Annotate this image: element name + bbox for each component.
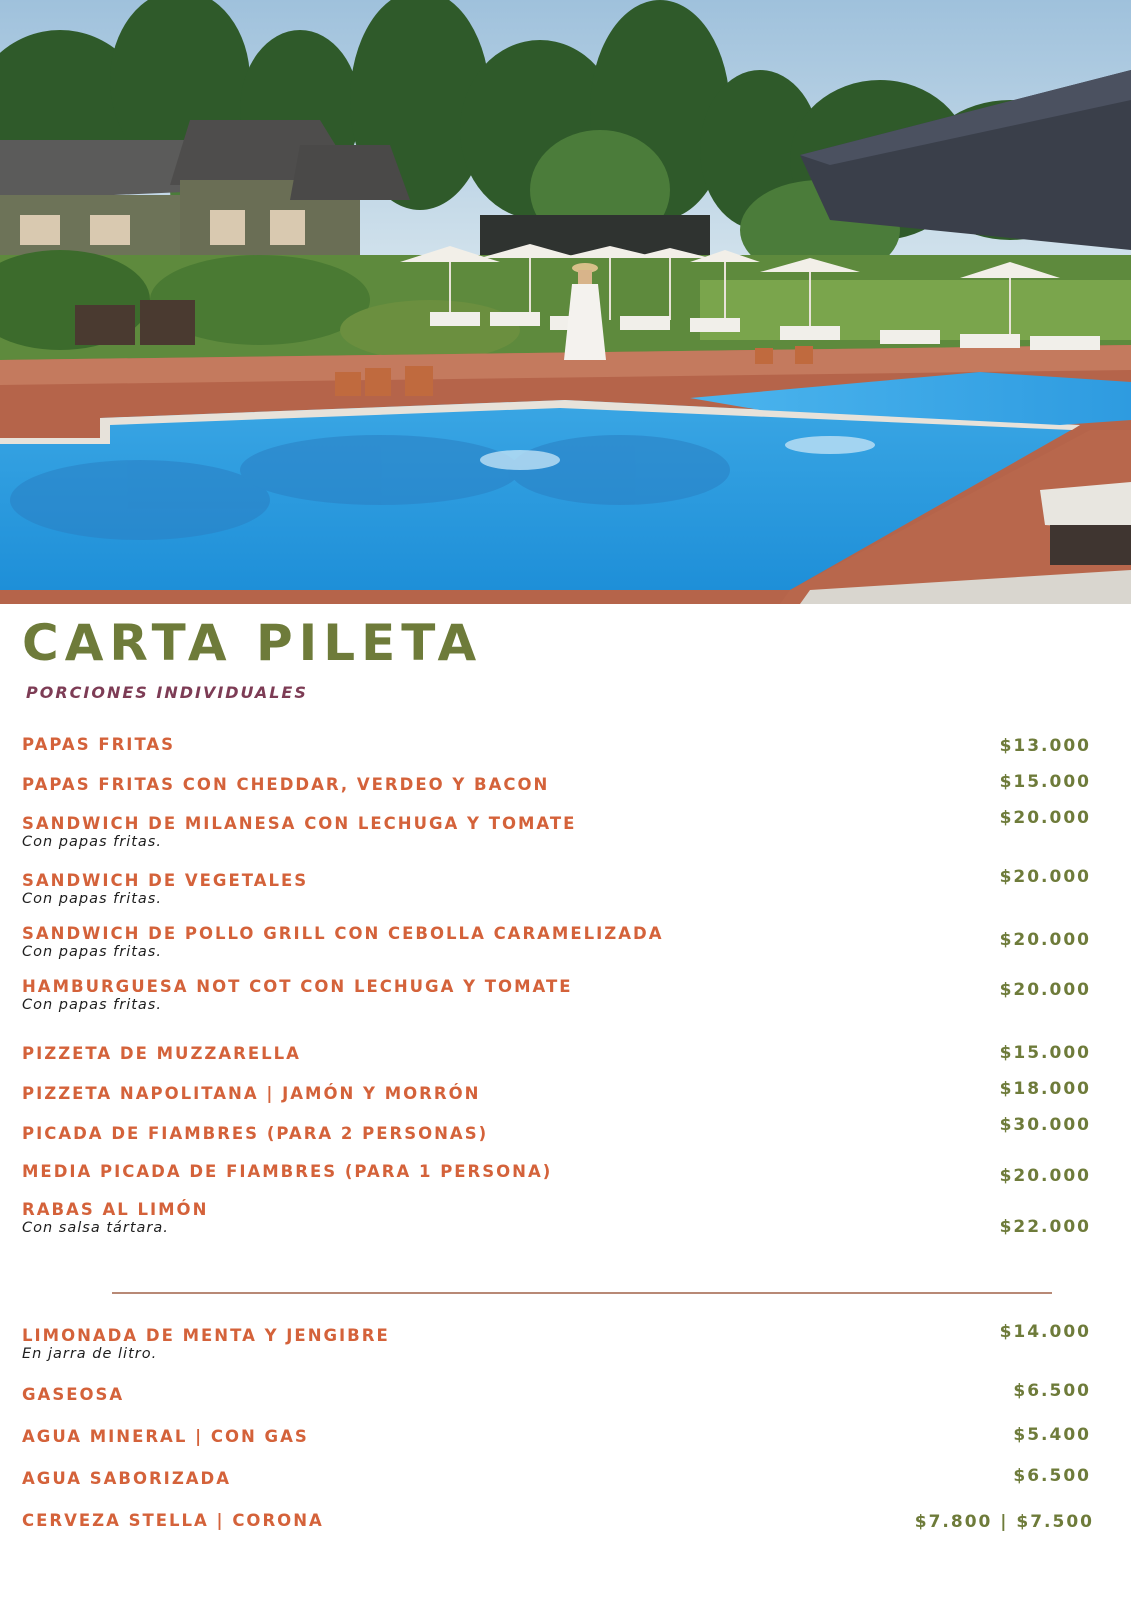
- item-name: PAPAS FRITAS CON CHEDDAR, VERDEO Y BACON: [22, 775, 550, 794]
- item-name: LIMONADA DE MENTA Y JENGIBRE: [22, 1326, 390, 1345]
- item-name: SANDWICH DE MILANESA CON LECHUGA Y TOMATE: [22, 814, 577, 833]
- item-price: $22.000: [999, 1217, 1091, 1237]
- hero-photo-pool: [0, 0, 1131, 604]
- menu-item: [22, 871, 308, 908]
- item-price: $13.000: [999, 736, 1091, 756]
- item-name: HAMBURGUESA NOT COT CON LECHUGA Y TOMATE: [22, 977, 573, 996]
- menu-item: [22, 1124, 488, 1144]
- section-divider: [112, 1292, 1052, 1294]
- item-name: SANDWICH DE VEGETALES: [22, 871, 309, 890]
- menu-item: [22, 1044, 301, 1064]
- item-note: Con papas fritas.: [22, 834, 162, 850]
- page-subtitle: PORCIONES INDIVIDUALES: [26, 683, 308, 702]
- item-note: Con salsa tártara.: [22, 1220, 169, 1236]
- item-price: $20.000: [999, 867, 1091, 887]
- item-price: $15.000: [999, 772, 1091, 792]
- menu-item: [22, 924, 663, 961]
- item-price: $5.400: [1013, 1425, 1091, 1445]
- item-price: $20.000: [999, 1166, 1091, 1186]
- item-name: PIZZETA NAPOLITANA | JAMÓN Y MORRÓN: [22, 1084, 481, 1103]
- item-name: PIZZETA DE MUZZARELLA: [22, 1044, 301, 1063]
- item-note: En jarra de litro.: [22, 1346, 158, 1362]
- item-name: AGUA MINERAL | CON GAS: [22, 1427, 309, 1446]
- menu-item: [22, 1326, 390, 1363]
- item-price: $7.800 | $7.500: [914, 1512, 1094, 1532]
- item-note: Con papas fritas.: [22, 997, 162, 1013]
- item-price: $30.000: [999, 1115, 1091, 1135]
- item-price: $20.000: [999, 930, 1091, 950]
- menu-item: [22, 735, 175, 755]
- item-note: Con papas fritas.: [22, 944, 162, 960]
- menu-item: [22, 1200, 208, 1237]
- item-price: $20.000: [999, 808, 1091, 828]
- item-note: Con papas fritas.: [22, 891, 162, 907]
- menu-item: [22, 1469, 231, 1489]
- menu-item: [22, 1427, 309, 1447]
- item-price: $14.000: [999, 1322, 1091, 1342]
- item-price: $6.500: [1013, 1381, 1091, 1401]
- menu-item: [22, 1084, 480, 1104]
- menu-item: [22, 814, 576, 851]
- menu-item: [22, 1511, 324, 1531]
- item-name: PAPAS FRITAS: [22, 735, 176, 754]
- menu-item: [22, 775, 549, 795]
- menu-item: [22, 1385, 124, 1405]
- item-name: GASEOSA: [22, 1385, 125, 1404]
- item-name: SANDWICH DE POLLO GRILL CON CEBOLLA CARAMELIZADA: [22, 924, 664, 943]
- item-price: $6.500: [1013, 1466, 1091, 1486]
- menu-item: [22, 1162, 552, 1182]
- item-name: RABAS AL LIMÓN: [22, 1200, 209, 1219]
- item-price: $18.000: [999, 1079, 1091, 1099]
- item-name: AGUA SABORIZADA: [22, 1469, 232, 1488]
- item-name: CERVEZA STELLA | CORONA: [22, 1511, 324, 1530]
- item-name: PICADA DE FIAMBRES (PARA 2 PERSONAS): [22, 1124, 489, 1143]
- item-price: $15.000: [999, 1043, 1091, 1063]
- item-price: $20.000: [999, 980, 1091, 1000]
- menu-item: [22, 977, 573, 1014]
- page-title: CARTA PILETA: [22, 614, 483, 672]
- item-name: MEDIA PICADA DE FIAMBRES (PARA 1 PERSONA): [22, 1162, 553, 1181]
